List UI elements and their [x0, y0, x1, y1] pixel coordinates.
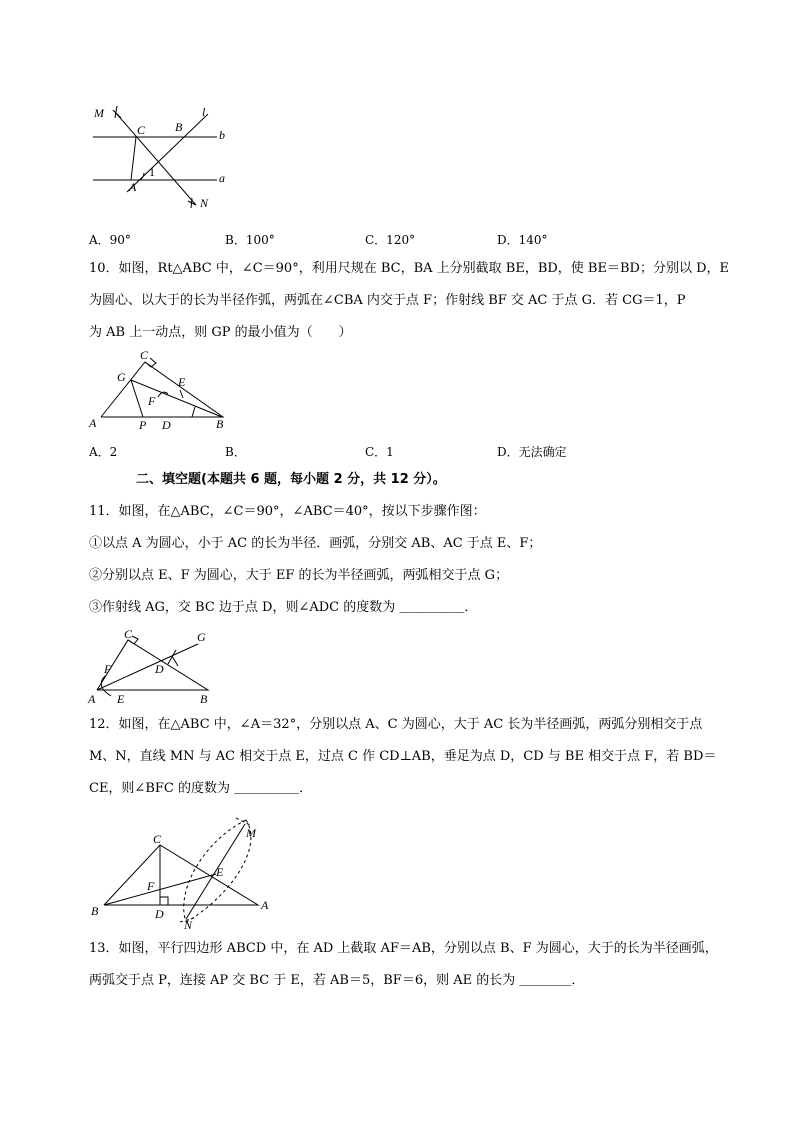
label-F: F	[104, 662, 112, 676]
label-C: C	[153, 832, 162, 846]
q9-option-d: D．140°	[497, 233, 548, 247]
q10-option-a: A．2	[89, 445, 118, 459]
label-B: B	[216, 417, 224, 431]
section-2-heading: 二、填空题(本题共 6 题，每小题 2 分，共 12 分）。	[136, 472, 446, 487]
label-B: B	[91, 904, 99, 918]
q13-line-2: 两弧交于点 P，连接 AP 交 BC 于 E，若 AB＝5，BF＝6，则 AE 的长为 ＿＿＿＿．	[89, 973, 585, 988]
q10-line-2: 为圆心、以大于的长为半径作弧，两弧在∠CBA 内交于点 F；作射线 BF 交 AC 于点 G．若 CG＝1，P	[89, 293, 686, 308]
label-A: A	[88, 692, 96, 706]
q11-line-4: ③作射线 AG，交 BC 边于点 D，则∠ADC 的度数为 ＿＿＿＿＿．	[89, 600, 478, 615]
label-G: G	[117, 370, 126, 384]
q10-line-3: 为 AB 上一动点，则 GP 的最小值为（ ）	[89, 325, 352, 340]
q12-line-1: 12．如图，在△ABC 中，∠A＝32°，分别以点 A、C 为圆心，大于 AC 长为半径画弧，两弧分别相交于点	[89, 717, 703, 732]
label-G: G	[197, 630, 206, 644]
label-D: D	[155, 907, 164, 921]
q11-line-1: 11．如图，在△ABC，∠C＝90°，∠ABC＝40°，按以下步骤作图：	[89, 504, 486, 519]
q10-option-c: C．1	[365, 445, 394, 459]
label-P: P	[139, 418, 147, 432]
label-N: N	[200, 196, 209, 210]
label-a: a	[219, 171, 225, 185]
q11-line-3: ②分别以点 E、F 为圆心，大于 EF 的长为半径画弧，两弧相交于点 G；	[89, 568, 509, 583]
q12-line-3: CE，则∠BFC 的度数为 ＿＿＿＿＿．	[89, 781, 313, 796]
label-F: F	[148, 394, 156, 408]
label-C: C	[137, 123, 146, 137]
label-N: N	[184, 918, 193, 932]
label-D: D	[162, 418, 171, 432]
label-B: B	[175, 120, 183, 134]
label-M: M	[246, 826, 256, 840]
q10-option-b: B．	[225, 445, 246, 459]
label-A: A	[89, 416, 97, 430]
q13-line-1: 13．如图，平行四边形 ABCD 中，在 AD 上截取 AF＝AB，分别以点 B、F 为圆心，大于的长为半径画弧，	[89, 941, 718, 956]
label-E: E	[178, 375, 186, 389]
label-B: B	[200, 692, 208, 706]
label-A: A	[129, 180, 137, 194]
label-M: M	[94, 106, 104, 120]
q9-option-b: B．100°	[225, 233, 275, 247]
q10-line-1: 10．如图，Rt△ABC 中，∠C＝90°，利用尺规在 BC，BA 上分别截取 BE，BD，使 BE＝BD；分别以 D，E	[89, 261, 729, 276]
label-F: F	[147, 879, 155, 893]
q12-line-2: M、N，直线 MN 与 AC 相交于点 E，过点 C 作 CD⊥AB，垂足为点 D，CD 与 BE 相交于点 F，若 BD＝	[89, 749, 717, 764]
q9-option-c: C．120°	[365, 233, 416, 247]
label-C: C	[140, 348, 149, 362]
label-D: D	[155, 662, 164, 676]
label-1: 1	[149, 165, 155, 179]
q11-line-2: ①以点 A 为圆心，小于 AC 的长为半径．画弧，分别交 AB、AC 于点 E、F；	[89, 536, 542, 551]
label-b: b	[219, 128, 225, 142]
label-E: E	[117, 692, 125, 706]
label-C: C	[124, 627, 133, 641]
q9-option-a: A．90°	[89, 233, 131, 247]
label-A: A	[261, 898, 269, 912]
label-E: E	[216, 865, 224, 879]
label-l: l	[202, 105, 206, 119]
q10-option-d: D．无法确定	[497, 445, 567, 459]
